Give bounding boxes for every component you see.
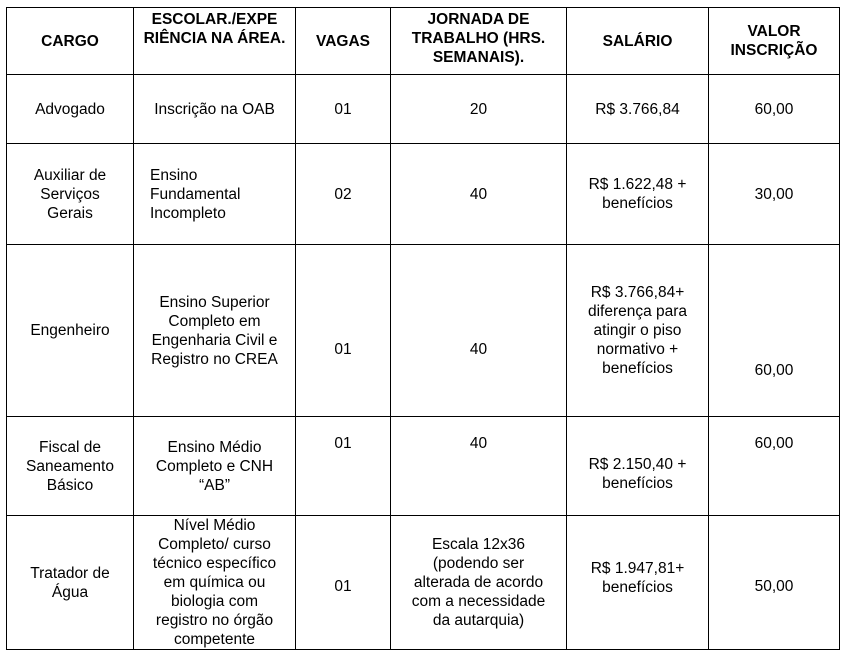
cell-escolaridade: Ensino Fundamental Incompleto	[134, 144, 296, 245]
cell-salario: R$ 2.150,40 + benefícios	[567, 417, 709, 516]
vacancies-table	[6, 7, 840, 650]
table-row	[7, 516, 840, 650]
table-row	[7, 144, 840, 245]
table-header-row	[7, 8, 840, 75]
cell-salario: R$ 1.947,81+ benefícios	[567, 516, 709, 650]
cell-valor-inscricao: 60,00	[709, 245, 840, 417]
cell-jornada: 40	[391, 144, 567, 245]
cell-escolaridade: Nível Médio Completo/ curso técnico específico em química ou biologia com registro no órgão competente	[134, 516, 296, 650]
table-row	[7, 245, 840, 417]
table-row	[7, 75, 840, 144]
cell-jornada: Escala 12x36 (podendo ser alterada de acordo com a necessidade da autarquia)	[391, 516, 567, 650]
header-vagas: VAGAS	[296, 8, 391, 75]
header-salario: SALÁRIO	[567, 8, 709, 75]
cell-valor-inscricao: 60,00	[709, 417, 840, 516]
cell-valor-inscricao: 60,00	[709, 75, 840, 144]
cell-cargo: Fiscal de Saneamento Básico	[7, 417, 134, 516]
cell-jornada: 40	[391, 417, 567, 516]
header-cargo: CARGO	[7, 8, 134, 75]
cell-valor-inscricao: 30,00	[709, 144, 840, 245]
cell-vagas: 01	[296, 417, 391, 516]
cell-vagas: 01	[296, 75, 391, 144]
cell-salario: R$ 1.622,48 + benefícios	[567, 144, 709, 245]
cell-vagas: 01	[296, 516, 391, 650]
header-valor-inscricao: VALOR INSCRIÇÃO	[709, 8, 840, 75]
cell-salario: R$ 3.766,84+ diferença para atingir o piso normativo + benefícios	[567, 245, 709, 417]
cell-valor-inscricao: 50,00	[709, 516, 840, 650]
cell-cargo: Advogado	[7, 75, 134, 144]
cell-escolaridade: Ensino Médio Completo e CNH “AB”	[134, 417, 296, 516]
cell-cargo: Tratador de Água	[7, 516, 134, 650]
cell-vagas: 01	[296, 245, 391, 417]
cell-jornada: 20	[391, 75, 567, 144]
cell-escolaridade: Inscrição na OAB	[134, 75, 296, 144]
header-escolaridade: ESCOLAR./EXPE RIÊNCIA NA ÁREA.	[134, 8, 296, 75]
cell-escolaridade: Ensino Superior Completo em Engenharia Civil e Registro no CREA	[134, 245, 296, 417]
cell-salario: R$ 3.766,84	[567, 75, 709, 144]
cell-cargo: Auxiliar de Serviços Gerais	[7, 144, 134, 245]
table-row	[7, 417, 840, 516]
cell-jornada: 40	[391, 245, 567, 417]
cell-cargo: Engenheiro	[7, 245, 134, 417]
header-jornada: JORNADA DE TRABALHO (HRS. SEMANAIS).	[391, 8, 567, 75]
cell-vagas: 02	[296, 144, 391, 245]
